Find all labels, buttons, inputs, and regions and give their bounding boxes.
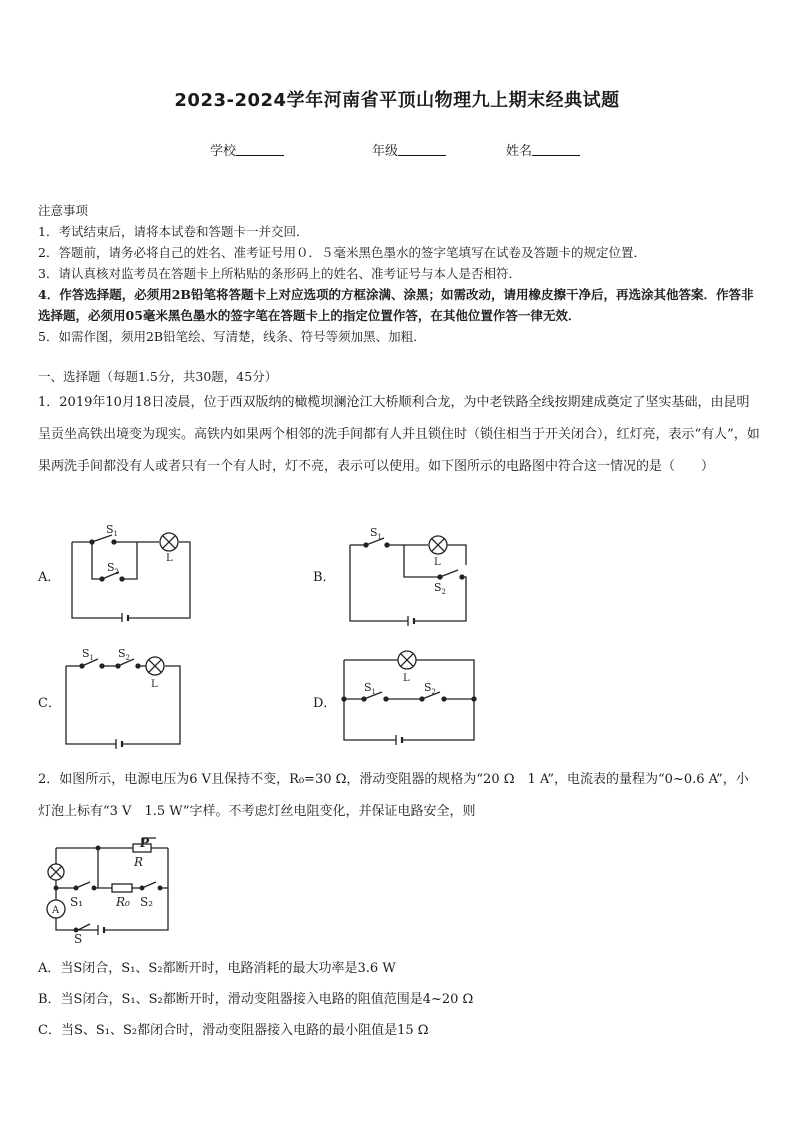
r0-label: R₀: [116, 895, 130, 909]
grade-label: 年级: [372, 144, 399, 159]
notice-section: [38, 200, 763, 347]
notice-item: 1．考试结束后，请将本试卷和答题卡一并交回．: [38, 224, 309, 239]
s2-label: S₂: [140, 895, 154, 909]
p-label: P: [140, 836, 150, 850]
lamp-label: L: [151, 679, 158, 690]
circuit-d-diagram: [334, 646, 484, 751]
s1-label: S₁: [70, 895, 84, 909]
name-blank[interactable]: [532, 143, 580, 156]
s2-label: $S_2$: [424, 681, 437, 696]
notice-heading: 注意事项: [38, 203, 89, 218]
option-c-label[interactable]: C．: [38, 696, 61, 711]
lamp-label: L: [166, 553, 173, 564]
option-a-label[interactable]: A．: [38, 570, 61, 585]
question-2-text: 2．如图所示，电源电压为6 V且保持不变，R₀=30 Ω，滑动变阻器的规格为“20 Ω 1 A”，电流表的量程为“0~0.6 A”，小灯泡上标有“3 V 1.5 W”字样。不考虑灯丝电阻变化，并保证电路安全，则: [38, 772, 749, 819]
page-title: 2023-2024学年河南省平顶山物理九上期末经典试题: [174, 90, 620, 111]
school-blank[interactable]: [236, 143, 284, 156]
s2-label: $S_2$: [434, 581, 447, 596]
notice-item: 4．作答选择题，必须用2B铅笔将答题卡上对应选项的方框涂满、涂黑；如需改动，请用橡皮擦干净后，再选涂其他答案．作答非选择题，必须用05毫米黑色墨水的签字笔在答题卡上的指定位置作答，在其他位置作答一律无效．: [38, 287, 754, 323]
s1-label: $S_1$: [364, 681, 377, 696]
ammeter-label: A: [52, 905, 60, 916]
option-b-label[interactable]: B．: [313, 570, 336, 585]
s1-label: $S_1$: [370, 526, 383, 541]
q2-option-b[interactable]: B．当S闭合，S₁、S₂都断开时，滑动变阻器接入电路的阻值范围是4~20 Ω: [38, 992, 474, 1007]
circuit-b-diagram: [338, 525, 478, 630]
s1-label: $S_1$: [82, 647, 95, 662]
lamp-label: L: [434, 557, 441, 568]
name-label: 姓名: [506, 144, 533, 159]
circuit-c-diagram: [56, 646, 196, 751]
section-heading: 一、选择题（每题1.5分，共30题，45分）: [38, 369, 278, 384]
question-2-circuit-diagram: [38, 832, 178, 944]
notice-item: 5．如需作图，须用2B铅笔绘、写清楚，线条、符号等须加黑、加粗．: [38, 329, 426, 344]
name-field: [506, 140, 580, 159]
s1-label: $S_1$: [106, 523, 119, 538]
s-label: S: [74, 932, 83, 944]
s2-label: $S_2$: [107, 561, 120, 576]
q2-option-c[interactable]: C．当S、S₁、S₂都闭合时，滑动变阻器接入电路的最小阻值是15 Ω: [38, 1023, 429, 1038]
q2-option-a[interactable]: A．当S闭合，S₁、S₂都断开时，电路消耗的最大功率是3.6 W: [38, 961, 396, 976]
notice-item: 2．答题前，请务必将自己的姓名、准考证号用０．５毫米黑色墨水的签字笔填写在试卷及答题卡的规定位置．: [38, 245, 646, 260]
r-label: R: [134, 855, 144, 869]
option-d-label[interactable]: D．: [313, 696, 337, 711]
grade-field: [372, 140, 446, 159]
school-field: [210, 140, 284, 159]
question-1-text: 1．2019年10月18日凌晨，位于西双版纳的橄榄坝澜沧江大桥顺利合龙，为中老铁路全线按期建成奠定了坚实基础，由昆明呈贡坐高铁出境变为现实。高铁内如果两个相邻的洗手间都有人并且锁住时（锁住相当于开关闭合），红灯亮，表示“有人”，如果两洗手间都没有人或者只有一个有人时，灯不亮，表示可以使用。如下图所示的电路图中符合这一情况的是（ ）: [38, 395, 760, 474]
s2-label: $S_2$: [118, 647, 131, 662]
grade-blank[interactable]: [398, 143, 446, 156]
notice-item: 3．请认真核对监考员在答题卡上所粘贴的条形码上的姓名、准考证号与本人是否相符．: [38, 266, 521, 281]
circuit-a-diagram: [62, 522, 202, 622]
school-label: 学校: [210, 144, 237, 159]
lamp-label: L: [403, 673, 410, 684]
